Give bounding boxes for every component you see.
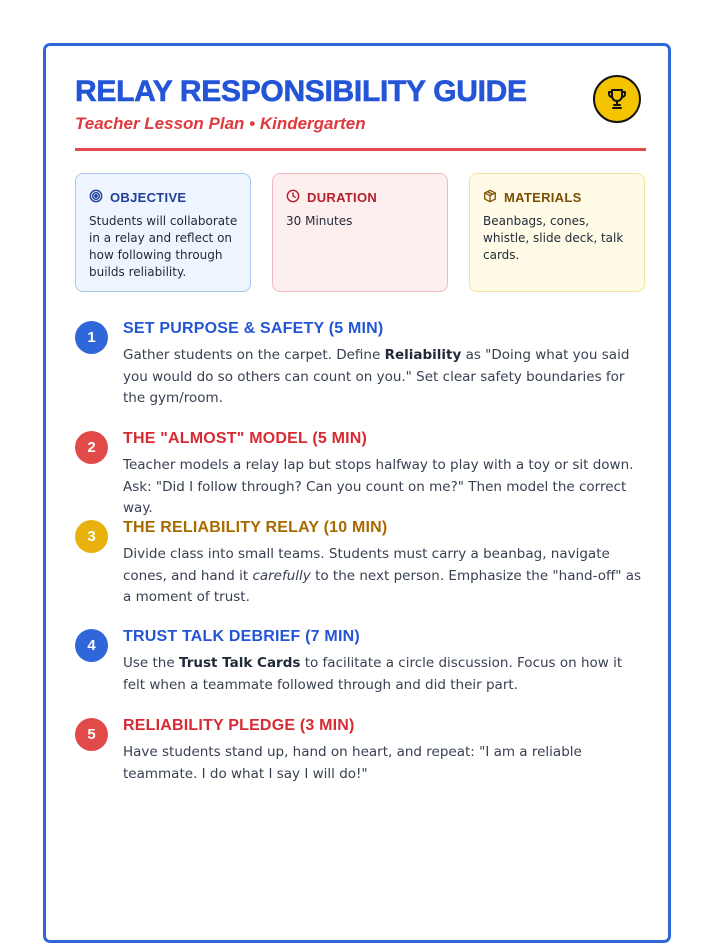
step-title: SET PURPOSE & SAFETY (5 MIN) xyxy=(123,320,384,337)
step-number-badge: 3 xyxy=(75,520,108,553)
header-divider xyxy=(75,148,646,151)
trophy-icon xyxy=(593,75,641,123)
objective-text: Students will collaborate in a relay and reflect on how following through builds reliability. xyxy=(89,214,238,279)
duration-card xyxy=(272,173,448,292)
step-title: THE RELIABILITY RELAY (10 MIN) xyxy=(123,519,388,536)
objective-card xyxy=(75,173,251,292)
step-title: TRUST TALK DEBRIEF (7 MIN) xyxy=(123,628,360,645)
clock-icon xyxy=(286,188,300,207)
duration-title: DURATION xyxy=(307,190,378,205)
header xyxy=(75,72,646,134)
step-description: Use the Trust Talk Cards to facilitate a circle discussion. Focus on how it felt when a teammate followed through and did their part. xyxy=(123,655,623,693)
materials-card xyxy=(469,173,645,292)
page-subtitle: Teacher Lesson Plan • Kindergarten xyxy=(75,114,366,133)
step-description: Gather students on the carpet. Define Reliability as "Doing what you said you would do so others can count on you." Set clear safety boundaries for the gym/room. xyxy=(123,347,630,406)
target-icon xyxy=(89,188,103,207)
reliability-term: Reliability xyxy=(384,347,462,363)
step-description: Divide class into small teams. Students must carry a beanbag, navigate cones, and hand it carefully to the next person. Emphasize the "hand-off" as a moment of trust. xyxy=(123,546,642,605)
materials-title: MATERIALS xyxy=(504,190,582,205)
step-description: Have students stand up, hand on heart, and repeat: "I am a reliable teammate. I do what I say I will do!" xyxy=(123,744,582,782)
page-title: RELAY RESPONSIBILITY GUIDE xyxy=(75,75,527,108)
step-title: THE "ALMOST" MODEL (5 MIN) xyxy=(123,430,368,447)
carefully-emphasis: carefully xyxy=(252,567,311,584)
box-icon xyxy=(483,188,497,207)
step-title: RELIABILITY PLEDGE (3 MIN) xyxy=(123,717,355,734)
objective-title: OBJECTIVE xyxy=(110,190,187,205)
step-number-badge: 5 xyxy=(75,718,108,751)
step-description: Teacher models a relay lap but stops halfway to play with a toy or sit down. Ask: "Did I follow through? Can you count on me?" Then model the correct way. xyxy=(123,457,634,516)
info-cards xyxy=(75,173,646,292)
step-number-badge: 1 xyxy=(75,321,108,354)
materials-text: Beanbags, cones, whistle, slide deck, talk cards. xyxy=(483,214,624,262)
step-number-badge: 4 xyxy=(75,629,108,662)
trust-talk-cards-term: Trust Talk Cards xyxy=(178,655,301,671)
step-number-badge: 2 xyxy=(75,431,108,464)
duration-text: 30 Minutes xyxy=(286,214,353,228)
